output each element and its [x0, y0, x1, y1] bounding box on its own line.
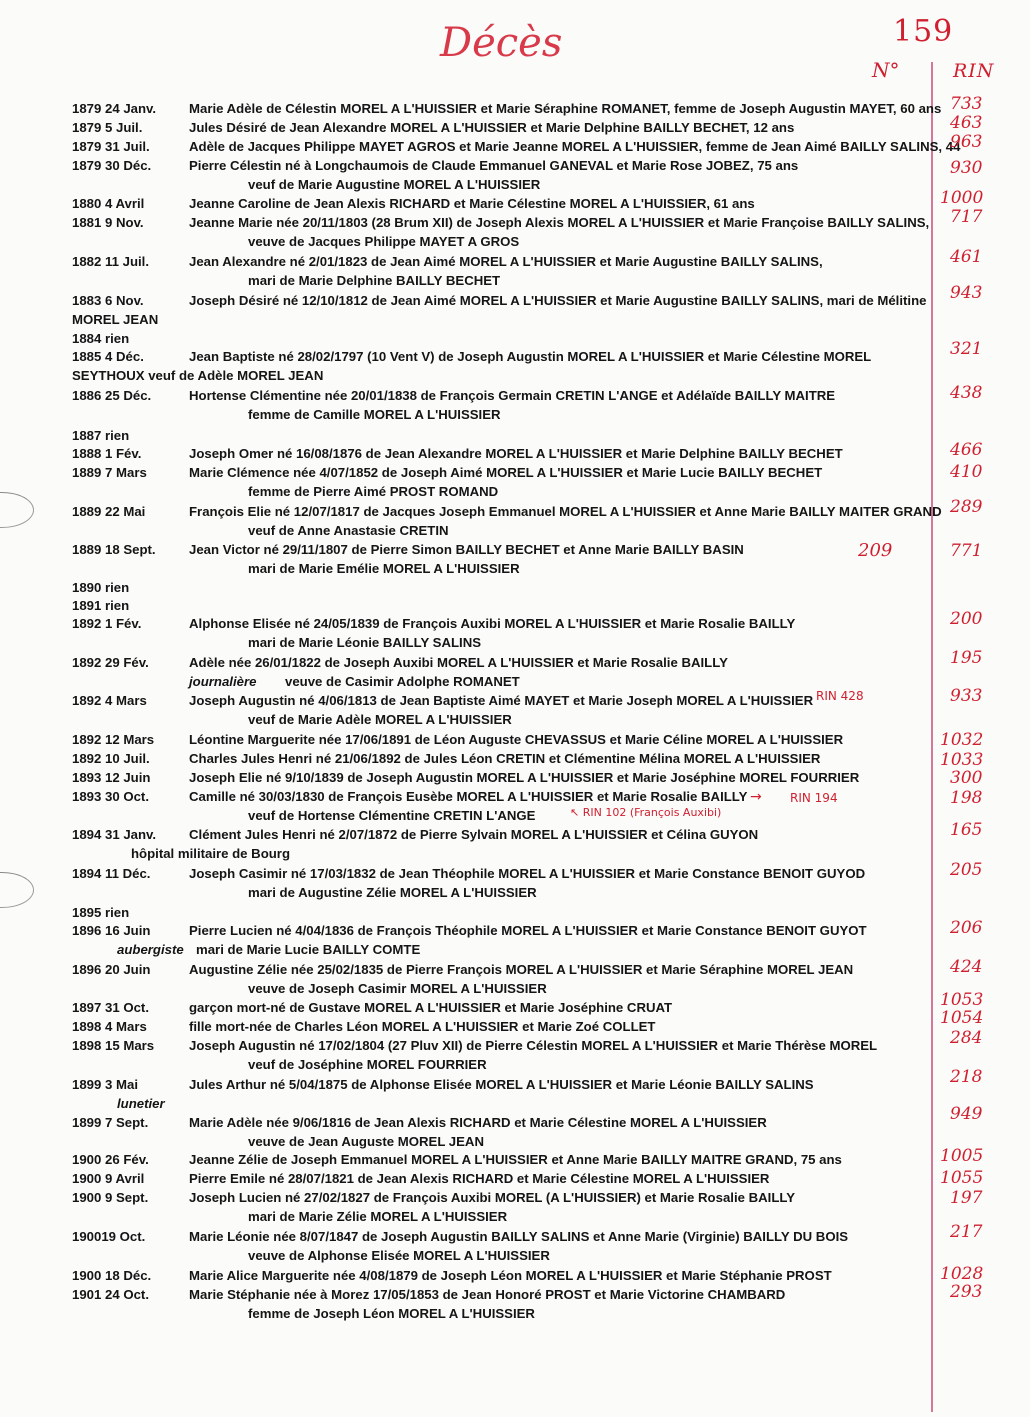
entry-row: [0, 1151, 930, 1170]
entry-line: [0, 1170, 930, 1189]
entry-continuation: mari de Marie Léonie BAILLY SALINS: [248, 635, 482, 650]
entry-row: [0, 503, 942, 541]
entry-continuation: veuf de Marie Adèle MOREL A L'HUISSIER: [248, 712, 512, 727]
entry-date: 1882 11 Juil.: [72, 254, 149, 269]
entry-text: François Elie né 12/07/1817 de Jacques Joseph Emmanuel MOREL A L'HUISSIER et Anne Marie BAILLY MAITER GRAND: [189, 504, 942, 519]
entry-row: [0, 100, 942, 119]
entry-rin: 284: [950, 1028, 983, 1048]
entry-text: Jeanne Zélie de Joseph Emmanuel MOREL A L'HUISSIER et Anne Marie BAILLY MAITRE GRAND, 75 ans: [189, 1152, 842, 1167]
entry-date: 1898 15 Mars: [72, 1038, 155, 1053]
entry-row: [0, 1018, 930, 1037]
entry-text: fille mort-née de Charles Léon MOREL A L'HUISSIER et Marie Zoé COLLET: [189, 1019, 656, 1034]
entry-date: 1900 9 Avril: [72, 1171, 145, 1186]
entry-text: Marie Adèle née 9/06/1816 de Jean Alexis RICHARD et Marie Célestine MOREL A L'HUISSIER: [189, 1115, 767, 1130]
entry-rin: 205: [950, 860, 983, 880]
entry-rin: 1000: [940, 188, 984, 208]
entry-text: Marie Stéphanie née à Morez 17/05/1853 de Jean Honoré PROST et Marie Victorine CHAMBARD: [189, 1287, 786, 1302]
entry-text: Pierre Lucien né 4/04/1836 de François Théophile MOREL A L'HUISSIER et Marie Constance BENOIT GUYOT: [189, 923, 867, 938]
entry-row: [0, 865, 930, 903]
entry-date: 1899 3 Mai: [72, 1077, 138, 1092]
entry-date: 1892 12 Mars: [72, 732, 155, 747]
entry-row: [0, 731, 930, 750]
entry-rin: 463: [950, 113, 983, 133]
entry-date: 1893 12 Juin: [72, 770, 151, 785]
entry-text: Léontine Marguerite née 17/06/1891 de Léon Auguste CHEVASSUS et Marie Céline MOREL A L'HUISSIER: [189, 732, 844, 747]
entry-date: 1892 10 Juil.: [72, 751, 150, 766]
entry-line: [0, 387, 930, 406]
entry-text: Jeanne Marie née 20/11/1803 (28 Brum XII) de Joseph Alexis MOREL A L'HUISSIER et Marie Françoise BAILLY SALINS,: [189, 215, 930, 230]
entry-row: [0, 195, 930, 214]
entry-rin: 930: [950, 158, 983, 178]
entry-row: [0, 1267, 930, 1286]
entry-rin: 321: [950, 339, 983, 359]
entry-date: 1879 30 Déc.: [72, 158, 152, 173]
entry-continuation: veuf de Marie Augustine MOREL A L'HUISSIER: [248, 177, 541, 192]
entry-row: [0, 999, 930, 1018]
entry-date: 1900 18 Déc.: [72, 1268, 152, 1283]
entry-date: 1892 29 Fév.: [72, 655, 149, 670]
entry-continuation: mari de Augustine Zélie MOREL A L'HUISSIER: [248, 885, 537, 900]
entry-row: [0, 387, 930, 425]
entry-row: [0, 1170, 930, 1189]
entry-line: [0, 119, 930, 138]
entry-row: [0, 157, 930, 195]
entry-line: [0, 1114, 930, 1133]
entry-line: [0, 865, 930, 884]
entry-text: Joseph Elie né 9/10/1839 de Joseph Augustin MOREL A L'HUISSIER et Marie Joséphine MOREL FOURRIER: [189, 770, 860, 785]
entry-line: [0, 615, 930, 634]
entry-text: Joseph Désiré né 12/10/1812 de Jean Aimé MOREL A L'HUISSIER et Marie Augustine BAILLY SALINS, mari de Mélitine: [189, 293, 927, 308]
entry-line: [0, 1076, 930, 1095]
entry-date: 1892 1 Fév.: [72, 616, 142, 631]
entry-rin: 289: [950, 497, 983, 517]
entry-rin: 195: [950, 648, 983, 668]
entry-text: Marie Adèle de Célestin MOREL A L'HUISSIER et Marie Séraphine ROMANET, femme de Joseph Augustin MAYET, 60 ans: [189, 101, 942, 116]
entry-line: [0, 999, 930, 1018]
entry-year-empty: 1884 rien: [72, 331, 130, 346]
entry-date: 1889 22 Mai: [72, 504, 146, 519]
entry-row: [0, 330, 930, 349]
entry-line: [0, 731, 930, 750]
entry-line: [0, 1228, 930, 1247]
entry-text: Augustine Zélie née 25/02/1835 de Pierre François MOREL A L'HUISSIER et Marie Séraphine MOREL JEAN: [189, 962, 854, 977]
entry-date: 1889 18 Sept.: [72, 542, 156, 557]
entry-rin: 466: [950, 440, 983, 460]
entry-line: [0, 157, 930, 176]
entry-line: [0, 904, 930, 923]
entry-line: [0, 769, 930, 788]
entry-date: 1892 4 Mars: [72, 693, 147, 708]
entry-rin: 963: [950, 132, 983, 152]
entry-line: [0, 138, 961, 157]
entry-row: [0, 214, 930, 252]
entry-continuation: SEYTHOUX veuf de Adèle MOREL JEAN: [72, 368, 324, 383]
entry-text: Joseph Lucien né 27/02/1827 de François Auxibi MOREL (A L'HUISSIER) et Marie Rosalie BAILLY: [189, 1190, 796, 1205]
entry-year-empty: 1891 rien: [72, 598, 130, 613]
entry-line: [0, 826, 930, 845]
entry-rin: 218: [950, 1067, 983, 1087]
annotation-rin-194: RIN 194: [790, 791, 838, 805]
entry-text: Marie Léonie née 8/07/1847 de Joseph Augustin BAILLY SALINS et Anne Marie (Virginie) BAILLY DU BOIS: [189, 1229, 849, 1244]
entry-continuation: veuve de Jean Auguste MOREL JEAN: [248, 1134, 484, 1149]
entry-rin: 943: [950, 283, 983, 303]
entry-rin: 438: [950, 383, 983, 403]
column-header-number: N°: [872, 58, 900, 82]
entry-row: [0, 464, 930, 502]
entry-line: [0, 922, 930, 941]
entry-row: [0, 692, 930, 730]
entry-date: 1885 4 Déc.: [72, 349, 144, 364]
entry-text: Charles Jules Henri né 21/06/1892 de Jules Léon CRETIN et Clémentine Mélina MOREL A L'HUISSIER: [189, 751, 821, 766]
entry-occupation: aubergiste: [117, 942, 184, 957]
entry-row: [0, 654, 930, 692]
entry-row: [0, 427, 930, 446]
entry-row: [0, 579, 930, 598]
entry-line: [0, 1037, 930, 1056]
entry-date: 1897 31 Oct.: [72, 1000, 149, 1015]
entry-row: [0, 253, 930, 291]
entry-date: 1879 5 Juil.: [72, 120, 143, 135]
entry-continuation: veuf de Anne Anastasie CRETIN: [248, 523, 449, 538]
entry-line: [0, 348, 930, 367]
entry-line: [0, 1286, 930, 1305]
entry-continuation: femme de Camille MOREL A L'HUISSIER: [248, 407, 501, 422]
entry-continuation: mari de Marie Emélie MOREL A L'HUISSIER: [248, 561, 520, 576]
annotation-rin-428: RIN 428: [816, 689, 864, 703]
entry-date: 1894 11 Déc.: [72, 866, 151, 881]
entry-text: Adèle née 26/01/1822 de Joseph Auxibi MOREL A L'HUISSIER et Marie Rosalie BAILLY: [189, 655, 728, 670]
entry-row: [0, 961, 930, 999]
entry-year-empty: 1895 rien: [72, 905, 130, 920]
entry-rin: 217: [950, 1222, 983, 1242]
entry-text: Jules Arthur né 5/04/1875 de Alphonse Elisée MOREL A L'HUISSIER et Marie Léonie BAILLY SALINS: [189, 1077, 814, 1092]
entry-rin: 1053: [940, 990, 984, 1010]
entry-rin: 197: [950, 1188, 983, 1208]
entry-continuation: mari de Marie Zélie MOREL A L'HUISSIER: [248, 1209, 508, 1224]
entry-row: [0, 1037, 930, 1075]
entry-row: [0, 922, 930, 960]
entry-continuation: hôpital militaire de Bourg: [131, 846, 290, 861]
entry-line: [0, 214, 930, 233]
entry-row: [0, 750, 930, 769]
entry-year-empty: 1890 rien: [72, 580, 130, 595]
margin-line: [931, 62, 933, 1412]
entry-rin: 1055: [940, 1168, 984, 1188]
entry-text: Jules Désiré de Jean Alexandre MOREL A L'HUISSIER et Marie Delphine BAILLY BECHET, 12 ans: [189, 120, 795, 135]
entry-line: [0, 330, 930, 349]
entry-rin: 933: [950, 686, 983, 706]
entry-date: 1879 24 Janv.: [72, 101, 157, 116]
entry-text: Hortense Clémentine née 20/01/1838 de François Germain CRETIN L'ANGE et Adélaïde BAILLY MAITRE: [189, 388, 836, 403]
entry-line: [0, 445, 930, 464]
entry-line: [0, 541, 930, 560]
entry-rin: 461: [950, 247, 983, 267]
entry-continuation: veuf de Joséphine MOREL FOURRIER: [248, 1057, 487, 1072]
entry-rin: 949: [950, 1104, 983, 1124]
entry-text: Marie Alice Marguerite née 4/08/1879 de Joseph Léon MOREL A L'HUISSIER et Marie Stéphanie PROST: [189, 1268, 832, 1283]
entry-year-empty: 1887 rien: [72, 428, 130, 443]
entry-line: [0, 750, 930, 769]
entry-line: [0, 427, 930, 446]
entry-text: garçon mort-né de Gustave MOREL A L'HUISSIER et Marie Joséphine CRUAT: [189, 1000, 673, 1015]
entry-row: [0, 292, 930, 330]
entry-rin: 1032: [940, 730, 984, 750]
entry-rin: 206: [950, 918, 983, 938]
entry-text: Jean Alexandre né 2/01/1823 de Jean Aimé MOREL A L'HUISSIER et Marie Augustine BAILLY SALINS,: [189, 254, 823, 269]
entry-line: [0, 195, 930, 214]
entry-row: [0, 1228, 930, 1266]
entry-line: [0, 464, 930, 483]
entry-occupation: journalière: [189, 674, 257, 689]
page-title: Décès: [440, 20, 563, 66]
entry-rin: 165: [950, 820, 983, 840]
entry-occupation: lunetier: [117, 1096, 165, 1111]
entry-date: 190019 Oct.: [72, 1229, 146, 1244]
entry-row: [0, 1286, 930, 1324]
entry-line: [0, 503, 942, 522]
entry-text: Marie Clémence née 4/07/1852 de Joseph Aimé MOREL A L'HUISSIER et Marie Lucie BAILLY BECHET: [189, 465, 823, 480]
entry-date: 1900 26 Fév.: [72, 1152, 149, 1167]
entry-continuation: MOREL JEAN: [72, 312, 159, 327]
arrow-icon: →: [750, 789, 762, 805]
entry-rin: 1054: [940, 1008, 984, 1028]
entry-rin: 300: [950, 768, 983, 788]
entry-row: [0, 769, 930, 788]
entry-text: Clément Jules Henri né 2/07/1872 de Pierre Sylvain MOREL A L'HUISSIER et Célina GUYON: [189, 827, 759, 842]
entry-row: [0, 826, 930, 864]
entry-line: [0, 253, 930, 272]
entry-row: [0, 904, 930, 923]
annotation-rin-102: ↖ RIN 102 (François Auxibi): [570, 806, 722, 819]
entry-date: 1879 31 Juil.: [72, 139, 150, 154]
entry-continuation: mari de Marie Delphine BAILLY BECHET: [248, 273, 501, 288]
entry-text: Joseph Augustin né 17/02/1804 (27 Pluv XII) de Pierre Célestin MOREL A L'HUISSIER et Marie Thérèse MOREL: [189, 1038, 878, 1053]
entry-continuation: femme de Pierre Aimé PROST ROMAND: [248, 484, 499, 499]
entry-text: Pierre Célestin né à Longchaumois de Claude Emmanuel GANEVAL et Marie Rose JOBEZ, 75 ans: [189, 158, 799, 173]
entry-text: Adèle de Jacques Philippe MAYET AGROS et Marie Jeanne MOREL A L'HUISSIER, femme de Jean Aimé BAILLY SALINS, 44: [189, 139, 961, 154]
entry-row: [0, 138, 961, 157]
entry-text: Joseph Omer né 16/08/1876 de Jean Alexandre MOREL A L'HUISSIER et Marie Delphine BAILLY BECHET: [189, 446, 843, 461]
entry-continuation: veuve de Alphonse Elisée MOREL A L'HUISSIER: [248, 1248, 550, 1263]
entry-text: Jean Baptiste né 28/02/1797 (10 Vent V) de Joseph Augustin MOREL A L'HUISSIER et Marie Célestine MOREL: [189, 349, 872, 364]
entry-row: [0, 348, 930, 386]
entry-row: [0, 541, 930, 579]
entry-date: 1899 7 Sept.: [72, 1115, 149, 1130]
entry-date: 1883 6 Nov.: [72, 293, 144, 308]
entry-date: 1896 20 Juin: [72, 962, 151, 977]
entry-line: [0, 1189, 930, 1208]
entry-row: [0, 1076, 930, 1114]
entry-line: [0, 597, 930, 616]
entry-continuation: veuve de Casimir Adolphe ROMANET: [285, 674, 520, 689]
entry-row: [0, 1189, 930, 1227]
entry-rin: 1033: [940, 750, 984, 770]
entry-continuation: veuf de Hortense Clémentine CRETIN L'ANGE: [248, 808, 536, 823]
entry-rin: 1005: [940, 1146, 984, 1166]
entry-continuation: femme de Joseph Léon MOREL A L'HUISSIER: [248, 1306, 535, 1321]
entry-rin: 717: [950, 207, 983, 227]
entry-text: Jean Victor né 29/11/1807 de Pierre Simon BAILLY BECHET et Anne Marie BAILLY BASIN: [189, 542, 744, 557]
entry-continuation: veuve de Joseph Casimir MOREL A L'HUISSIER: [248, 981, 547, 996]
entry-date: 1880 4 Avril: [72, 196, 145, 211]
entry-date: 1888 1 Fév.: [72, 446, 142, 461]
entry-date: 1901 24 Oct.: [72, 1287, 149, 1302]
entry-date: 1894 31 Janv.: [72, 827, 157, 842]
entry-rin: 424: [950, 957, 983, 977]
entry-date: 1898 4 Mars: [72, 1019, 147, 1034]
entry-date: 1881 9 Nov.: [72, 215, 144, 230]
entry-line: [0, 1151, 930, 1170]
entry-line: [0, 654, 930, 673]
entry-date: 1893 30 Oct.: [72, 789, 149, 804]
entry-line: [0, 100, 942, 119]
page-number: 159: [893, 14, 954, 49]
annotation-margin-209: 209: [858, 540, 893, 561]
entry-date: 1886 25 Déc.: [72, 388, 152, 403]
entry-continuation: veuve de Jacques Philippe MAYET A GROS: [248, 234, 520, 249]
column-header-rin: RIN: [953, 60, 995, 82]
entry-rin: 1028: [940, 1264, 984, 1284]
entry-text: Joseph Casimir né 17/03/1832 de Jean Théophile MOREL A L'HUISSIER et Marie Constance BENOIT GUYOD: [189, 866, 866, 881]
entry-rin: 293: [950, 1282, 983, 1302]
entry-text: Jeanne Caroline de Jean Alexis RICHARD et Marie Célestine MOREL A L'HUISSIER, 61 ans: [189, 196, 755, 211]
entry-rin: 733: [950, 94, 983, 114]
entry-line: [0, 961, 930, 980]
entry-line: [0, 292, 930, 311]
entry-line: [0, 1267, 930, 1286]
entry-text: Pierre Emile né 28/07/1821 de Jean Alexis RICHARD et Marie Célestine MOREL A L'HUISSIER: [189, 1171, 770, 1186]
entry-row: [0, 119, 930, 138]
entry-line: [0, 579, 930, 598]
entry-row: [0, 597, 930, 616]
entry-text: Joseph Augustin né 4/06/1813 de Jean Baptiste Aimé MAYET et Marie Joseph MOREL A L'HUISSIER: [189, 693, 814, 708]
entry-date: 1900 9 Sept.: [72, 1190, 149, 1205]
entry-row: [0, 445, 930, 464]
entry-rin: 771: [950, 541, 983, 561]
entry-text: Camille né 30/03/1830 de François Eusèbe MOREL A L'HUISSIER et Marie Rosalie BAILLY: [189, 789, 748, 804]
entry-text: Alphonse Elisée né 24/05/1839 de François Auxibi MOREL A L'HUISSIER et Marie Rosalie BAILLY: [189, 616, 796, 631]
entry-line: [0, 1018, 930, 1037]
entry-date: 1889 7 Mars: [72, 465, 147, 480]
entry-row: [0, 1114, 930, 1152]
entry-continuation: mari de Marie Lucie BAILLY COMTE: [196, 942, 421, 957]
entry-rin: 410: [950, 462, 983, 482]
entry-row: [0, 615, 930, 653]
entry-line: [0, 692, 930, 711]
entry-date: 1896 16 Juin: [72, 923, 151, 938]
entry-rin: 198: [950, 788, 983, 808]
entry-rin: 200: [950, 609, 983, 629]
